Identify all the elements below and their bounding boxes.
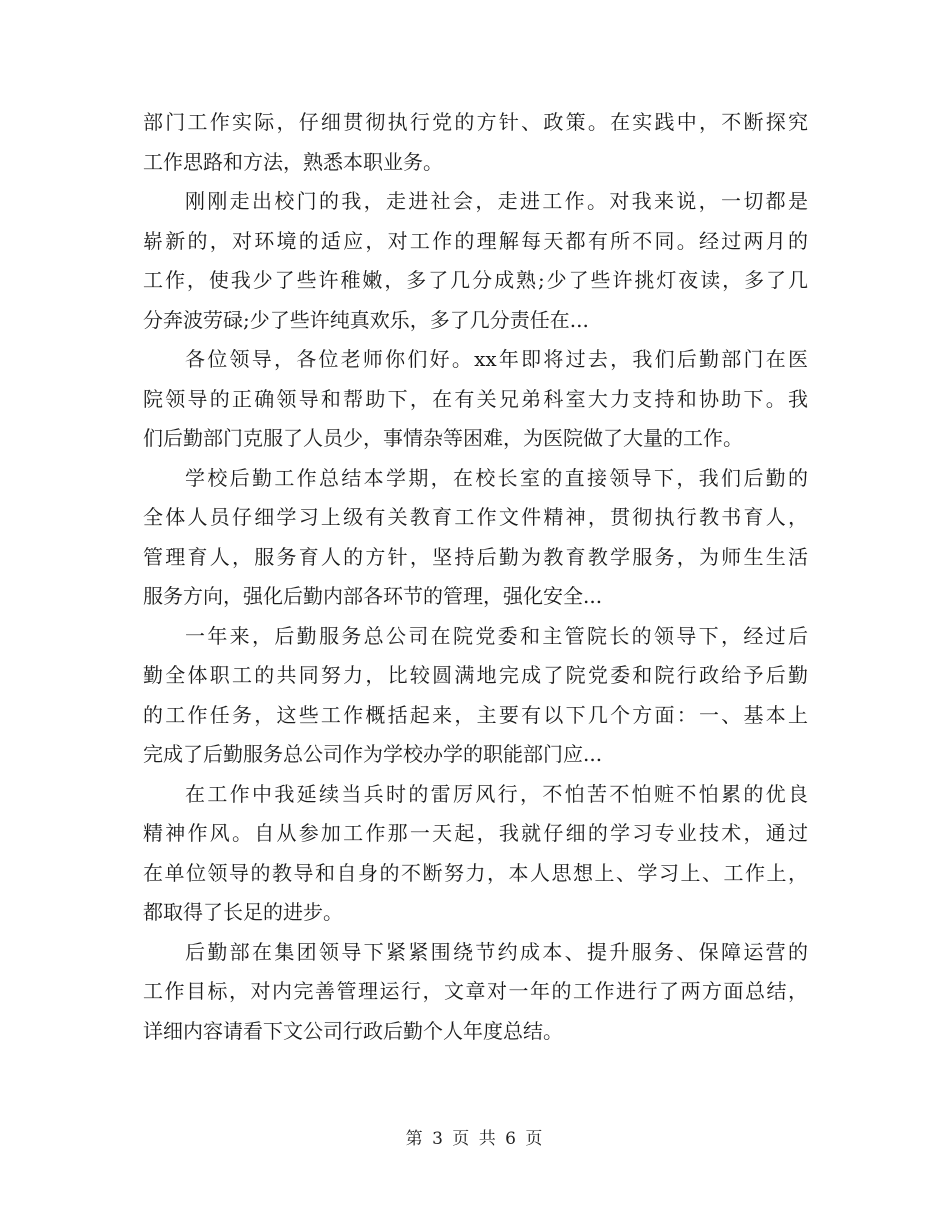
paragraph-line: 部门工作实际，仔细贯彻执行党的方针、政策。在实践中，不断探究 (143, 110, 808, 134)
paragraph-line: 各位领导，各位老师你们好。xx年即将过去，我们后勤部门在医 (185, 347, 808, 371)
paragraph-line: 崭新的，对环境的适应，对工作的理解每天都有所不同。经过两月的 (143, 228, 808, 253)
paragraph (143, 103, 808, 182)
paragraph-line: 在单位领导的教导和自身的不断努力，本人思想上、学习上、工作上， (143, 860, 808, 885)
document-body (143, 103, 808, 1051)
paragraph-line: 工作思路和方法，熟悉本职业务。 (143, 149, 443, 174)
paragraph-line: 工作，使我少了些许稚嫩，多了几分成熟;少了些许挑灯夜读，多了几 (143, 268, 808, 292)
paragraph-line: 全体人员仔细学习上级有关教育工作文件精神，贯彻执行教书育人， (143, 505, 808, 529)
paragraph-line: 在工作中我延续当兵时的雷厉风行，不怕苦不怕赃不怕累的优良 (185, 781, 808, 806)
paragraph (143, 459, 808, 617)
paragraph-line: 们后勤部门克服了人员少，事情杂等困难，为医院做了大量的工作。 (143, 426, 743, 450)
paragraph-line: 精神作风。自从参加工作那一天起，我就仔细的学习专业技术，通过 (143, 821, 808, 845)
paragraph-line: 学校后勤工作总结本学期，在校长室的直接领导下，我们后勤的 (185, 465, 808, 490)
paragraph-line: 管理育人，服务育人的方针，坚持后勤为教育教学服务，为师生生活 (143, 544, 808, 569)
paragraph-line: 勤全体职工的共同努力，比较圆满地完成了院党委和院行政给予后勤 (143, 663, 808, 687)
paragraph (143, 617, 808, 775)
paragraph (143, 182, 808, 340)
page-number-footer: 第 3 页 共 6 页 (405, 1129, 545, 1149)
paragraph-line: 完成了后勤服务总公司作为学校办学的职能部门应... (143, 742, 603, 766)
paragraph-line: 的工作任务，这些工作概括起来，主要有以下几个方面：一、基本上 (143, 702, 808, 727)
paragraph-line: 院领导的正确领导和帮助下，在有关兄弟科室大力支持和协助下。我 (143, 386, 808, 411)
paragraph (143, 775, 808, 933)
paragraph-line: 都取得了长足的进步。 (143, 900, 343, 924)
paragraph-line: 一年来，后勤服务总公司在院党委和主管院长的领导下，经过后 (185, 623, 808, 648)
paragraph-line: 服务方向，强化后勤内部各环节的管理，强化安全... (143, 584, 603, 608)
paragraph-line: 工作目标，对内完善管理运行，文章对一年的工作进行了两方面总结， (143, 979, 808, 1003)
paragraph-line: 后勤部在集团领导下紧紧围绕节约成本、提升服务、保障运营的 (185, 939, 808, 964)
paragraph-line: 分奔波劳碌;少了些许纯真欢乐，多了几分责任在... (143, 307, 589, 332)
paragraph-line: 详细内容请看下文公司行政后勤个人年度总结。 (143, 1018, 563, 1043)
paragraph (143, 933, 808, 1052)
paragraph (143, 340, 808, 459)
paragraph-line: 刚刚走出校门的我，走进社会，走进工作。对我来说，一切都是 (185, 189, 808, 213)
